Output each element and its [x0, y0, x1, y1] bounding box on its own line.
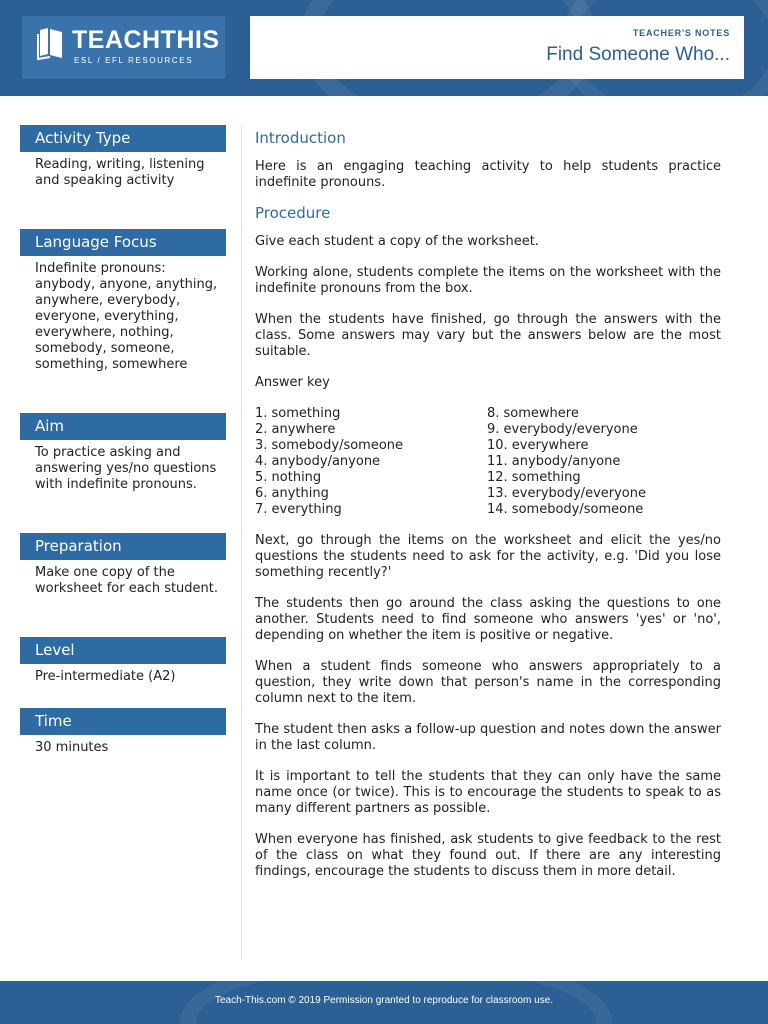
section-body: 30 minutes	[35, 740, 109, 755]
teachers-notes-label: TEACHER'S NOTES	[632, 28, 730, 38]
logo-subtitle: ESL / EFL RESOURCES	[74, 56, 194, 65]
answer-item: 9. everybody/everyone	[487, 422, 638, 437]
section-body: Indefinite pronouns: anybody, anyone, anything, anywhere, everybody, everyone, everything, everywhere, nothing, somebody, someone, something, somewhere	[35, 261, 218, 372]
book-logo-icon	[36, 26, 66, 60]
sidebar-section-activity-type	[20, 125, 226, 229]
procedure-paragraph: It is important to tell the students that they can only have the same name once (or twice). This is to encourage the students to speak to as many different partners as possible.	[255, 769, 721, 816]
section-body: To practice asking and answering yes/no questions with indefinite pronouns.	[35, 445, 217, 492]
copyright-text: Teach-This.com © 2019 Permission granted to reproduce for classroom use.	[214, 995, 554, 1006]
procedure-paragraph: When the students have finished, go through the answers with the class. Some answers may vary but the answers below are the most suitable.	[255, 312, 721, 359]
sidebar-section-preparation	[20, 533, 226, 637]
section-heading: Aim	[20, 413, 226, 440]
answer-item: 8. somewhere	[487, 406, 579, 421]
section-heading: Activity Type	[20, 125, 226, 152]
procedure-paragraph: The students then go around the class asking the questions to one another. Students need to find someone who answers 'yes' or 'no', depending on whether the item is positive or negative.	[255, 596, 721, 643]
procedure-paragraph: When everyone has finished, ask students to give feedback to the rest of the class on what they found out. If there are any interesting findings, encourage the students to discuss them in more detail.	[255, 832, 721, 879]
answer-item: 2. anywhere	[255, 422, 336, 437]
answer-item: 3. somebody/someone	[255, 438, 404, 453]
sidebar-section-aim	[20, 413, 226, 533]
procedure-paragraph: Give each student a copy of the worksheet.	[255, 234, 539, 249]
answer-item: 7. everything	[255, 502, 342, 517]
page-title: Find Someone Who...	[546, 44, 730, 65]
logo[interactable]	[22, 16, 225, 79]
section-heading: Preparation	[20, 533, 226, 560]
procedure-paragraph: Working alone, students complete the items on the worksheet with the indefinite pronouns from the box.	[255, 265, 721, 296]
section-heading: Time	[20, 708, 226, 735]
page-footer	[0, 981, 768, 1024]
sidebar-section-time	[20, 708, 226, 756]
section-body: Pre-intermediate (A2)	[35, 669, 176, 684]
answer-item: 12. something	[487, 470, 581, 485]
answer-item: 13. everybody/everyone	[487, 486, 646, 501]
sidebar	[20, 125, 226, 756]
answer-item: 11. anybody/anyone	[487, 454, 621, 469]
introduction-heading: Introduction	[255, 129, 346, 147]
column-divider	[241, 125, 242, 960]
section-heading: Language Focus	[20, 229, 226, 256]
sidebar-section-language-focus	[20, 229, 226, 413]
procedure-paragraph: The student then asks a follow-up question and notes down the answer in the last column.	[255, 722, 721, 753]
answer-column-left	[255, 406, 487, 518]
introduction-text: Here is an engaging teaching activity to help students practice indefinite pronouns.	[255, 159, 721, 190]
logo-text: TEACHTHIS	[72, 26, 220, 54]
sidebar-section-level	[20, 637, 226, 708]
procedure-paragraph: Next, go through the items on the worksheet and elicit the yes/no questions the students need to ask for the activity, e.g. 'Did you lose something recently?'	[255, 533, 721, 580]
answer-item: 4. anybody/anyone	[255, 454, 381, 469]
answer-item: 10. everywhere	[487, 438, 589, 453]
procedure-heading: Procedure	[255, 204, 331, 222]
answer-item: 6. anything	[255, 486, 329, 501]
answer-item: 1. something	[255, 406, 341, 421]
procedure-paragraph: When a student finds someone who answers appropriately to a question, they write down that person's name in the corresponding column next to the item.	[255, 659, 721, 706]
answer-item: 5. nothing	[255, 470, 322, 485]
section-body: Make one copy of the worksheet for each student.	[35, 565, 219, 596]
answer-column-right	[487, 406, 719, 518]
main-content	[255, 128, 721, 880]
section-body: Reading, writing, listening and speaking activity	[35, 157, 205, 188]
page-header	[0, 0, 768, 96]
answer-key	[255, 406, 721, 518]
answer-key-label: Answer key	[255, 375, 330, 390]
answer-item: 14. somebody/someone	[487, 502, 644, 517]
section-heading: Level	[20, 637, 226, 664]
title-box	[250, 16, 744, 79]
